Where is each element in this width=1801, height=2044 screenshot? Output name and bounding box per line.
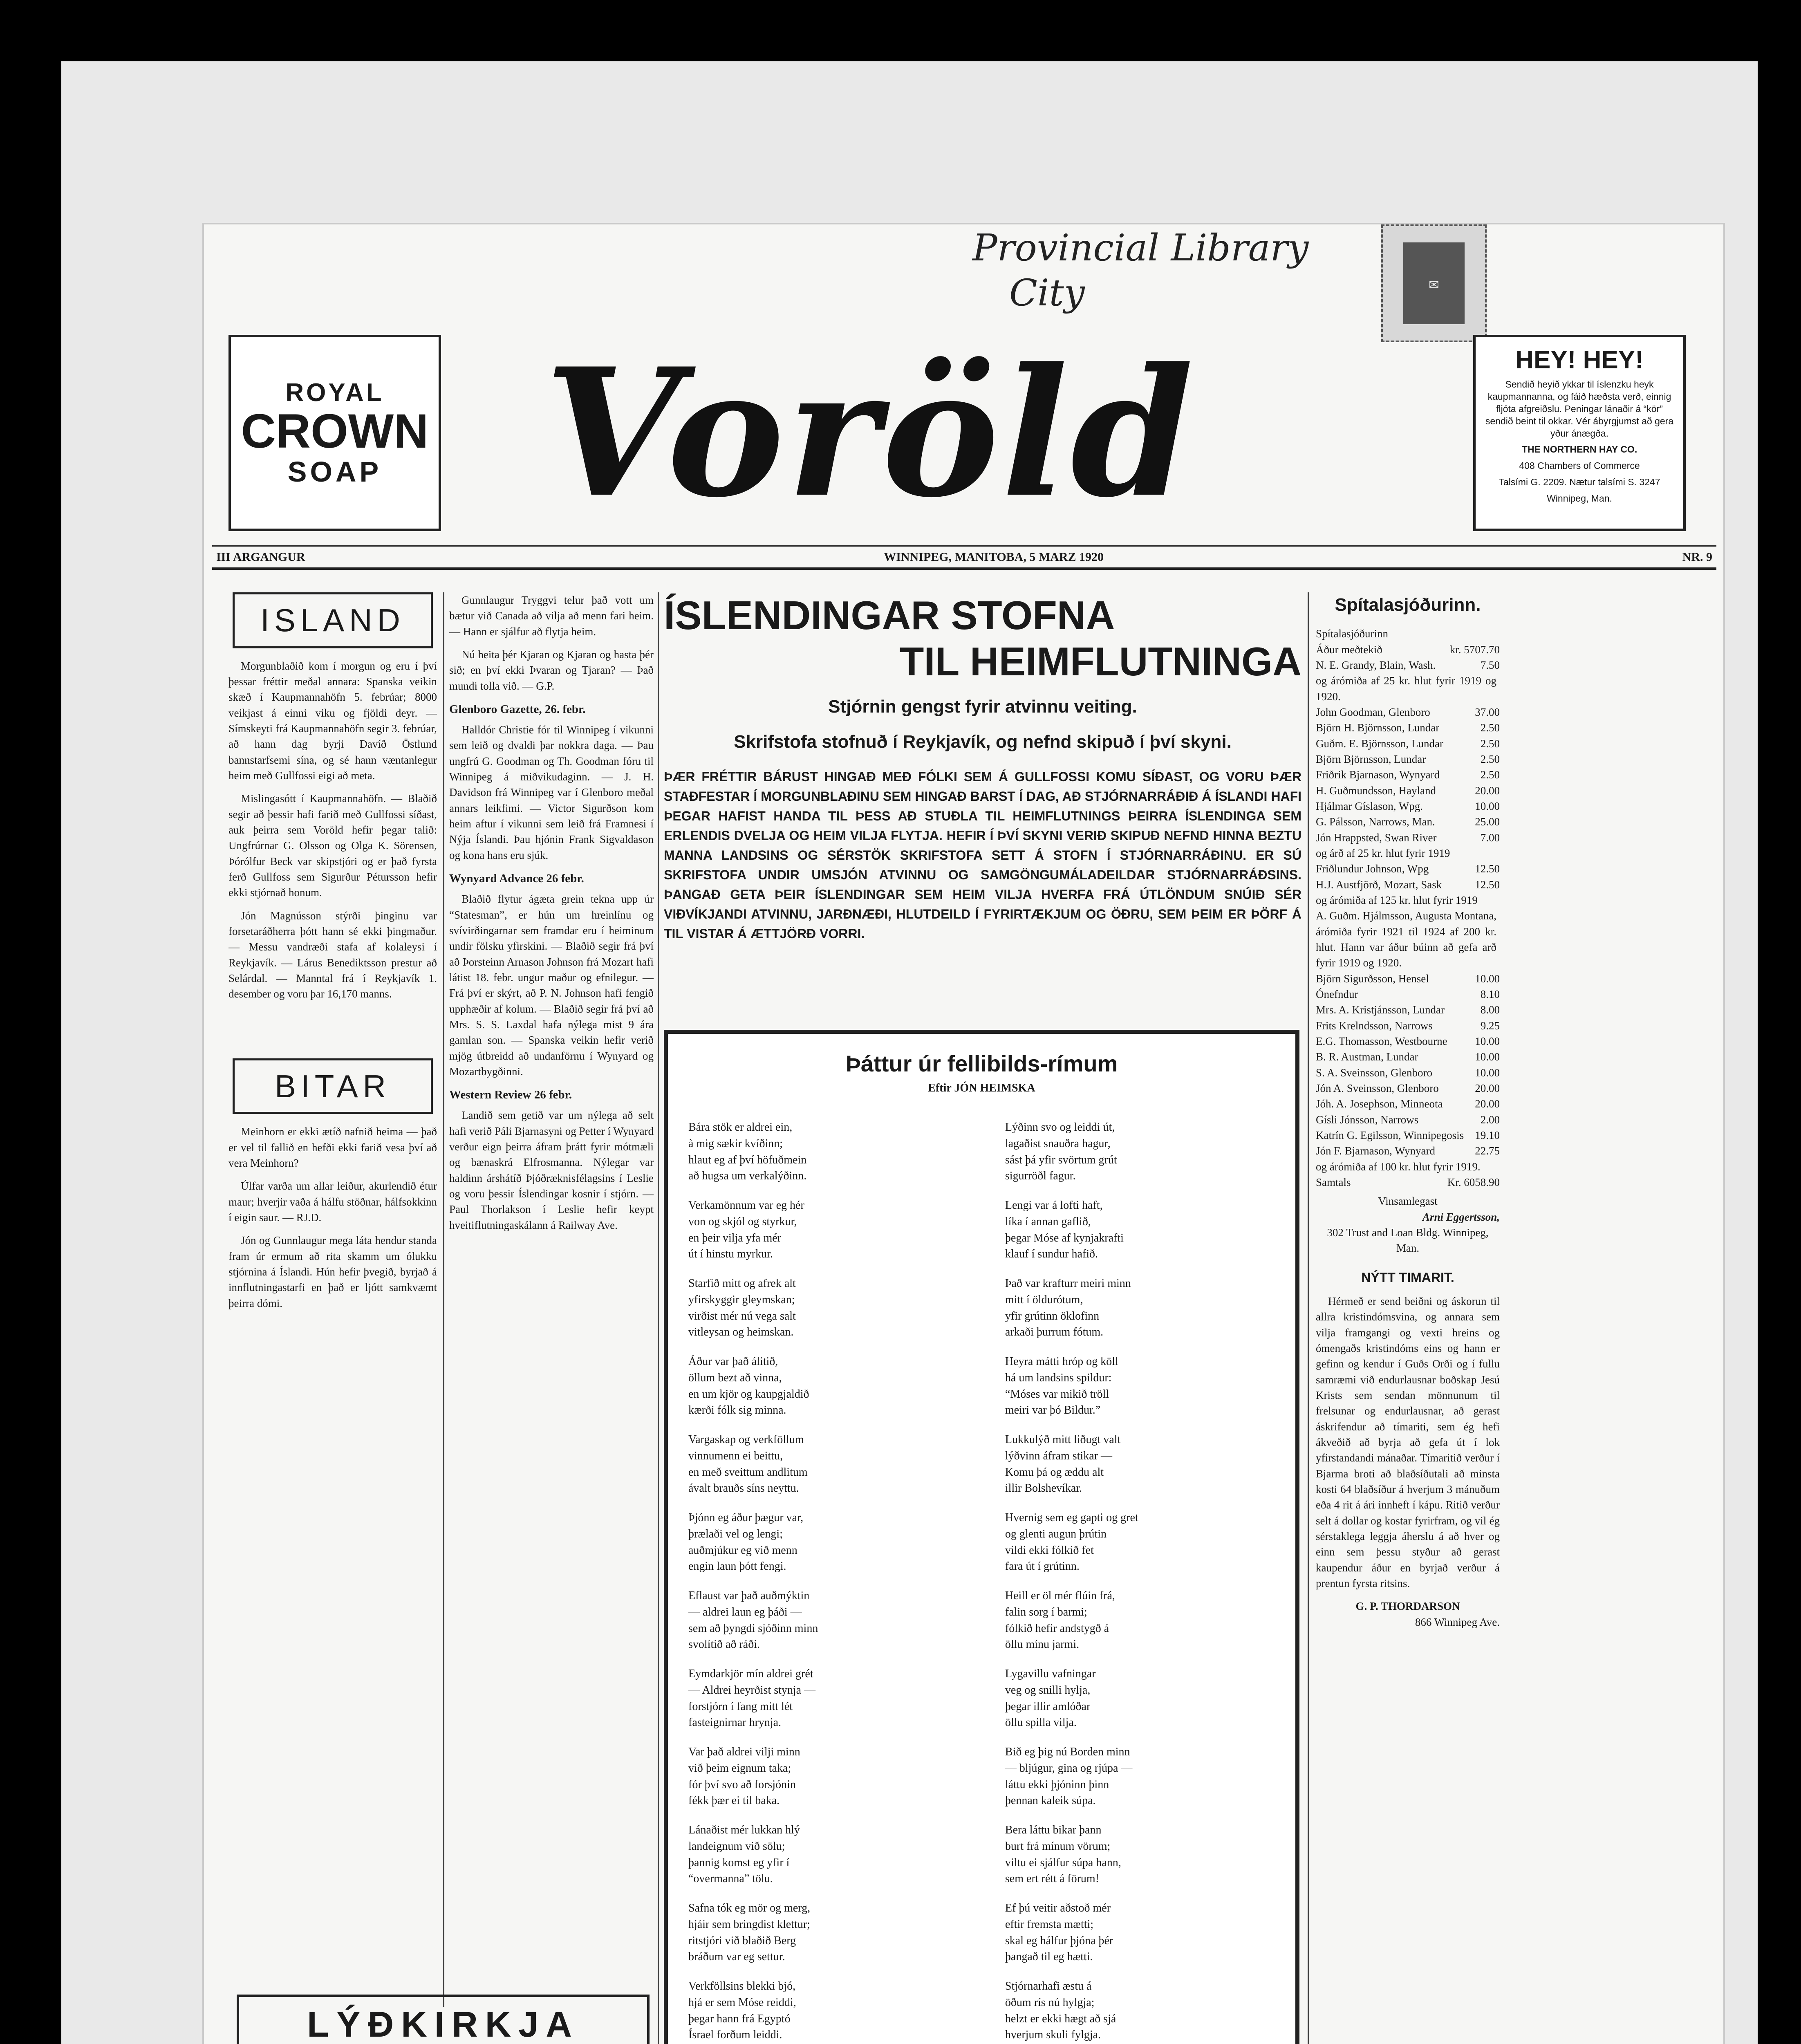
fund-amount: 22.75 bbox=[1475, 1145, 1500, 1157]
fund-amount: 2.50 bbox=[1480, 753, 1500, 766]
poem-box bbox=[664, 1030, 1299, 2044]
northern-hay-ad bbox=[1473, 335, 1686, 531]
column-rule bbox=[658, 592, 659, 2044]
fund-amount: 2.50 bbox=[1480, 722, 1500, 734]
fund-donor: E.G. Thomasson, Westbourne bbox=[1316, 1035, 1447, 1047]
fund-amount: 12.50 bbox=[1475, 878, 1500, 891]
fund-amount: 8.10 bbox=[1480, 988, 1500, 1001]
fund-amount: 37.00 bbox=[1475, 706, 1500, 719]
poem-stanza: Vargaskap og verkföllum vinnumenn ei beittu, en með sveittum andlitum ávalt brauðs síns neyttu. bbox=[688, 1433, 808, 1495]
island-paragraph: Jón Magnússon stýrði þinginu var forsetaráðherra þótt hann sé ekki þingmaður. — Messu vandræði stafa af kolaleysi í Reykjavík. — Lárus Benediktsson prestur að Selárdal. — Manntal frá í Reykjavík 1. desember og voru þar 16,170 manns. bbox=[228, 909, 437, 1000]
column-news bbox=[449, 592, 654, 2007]
new-periodical-heading: NÝTT TIMARIT. bbox=[1361, 1270, 1454, 1285]
fund-row bbox=[1316, 830, 1500, 845]
fund-row bbox=[1316, 908, 1500, 970]
column-rule bbox=[443, 592, 444, 2007]
fund-donor: og árómiða af 100 kr. hlut fyrir 1919. bbox=[1316, 1160, 1481, 1173]
fund-row bbox=[1316, 1002, 1500, 1018]
fund-donor: Guðm. E. Björnsson, Lundar bbox=[1316, 737, 1443, 750]
fund-amount: 2.50 bbox=[1480, 769, 1500, 781]
fund-amount: 10.00 bbox=[1475, 1051, 1500, 1063]
fund-row bbox=[1316, 767, 1500, 782]
fund-amount: 20.00 bbox=[1475, 1082, 1500, 1094]
poem-stanza: Eflaust var það auðmýktin — aldrei laun eg þáði — sem að þyngdi sjóðinn minn svolítið að ráði. bbox=[688, 1589, 818, 1651]
wynyard-text: Blaðið flytur ágæta grein tekna upp úr “Statesman”, er hún um hreinlínu og svívirðingarnar sem framdar eru í heiminum undir fölsku yfirskini. — Blaðið segir frá því að Þorsteinn Arnason Johnson frá Mozart hafi látist 18. febr. ungur maður og efnilegur. — Frá því er skýrt, að P. N. Johnson hafi fengið upphæðir af kolum. — Blaðið segir frá því að Mrs. S. S. Laxdal hafa nýlega mist 9 ára gamlan son. — Spanska veikin hefir verið mjög útbreidd að undanförnu í Wynyard og Mozartbygðinni. bbox=[449, 893, 654, 1078]
place-date: WINNIPEG, MANITOBA, 5 MARZ 1920 bbox=[884, 550, 1104, 564]
fund-donor: H.J. Austfjörð, Mozart, Sask bbox=[1316, 878, 1442, 891]
poem-stanza: Áður var það álitið, öllum bezt að vinna, en um kjör og kaupgjaldið kærði fólk sig minna. bbox=[688, 1355, 809, 1417]
fund-amount: kr. 5707.70 bbox=[1449, 643, 1500, 656]
fund-donor: S. A. Sveinsson, Glenboro bbox=[1316, 1066, 1433, 1079]
fund-amount: 10.00 bbox=[1475, 800, 1500, 813]
ad-city: Winnipeg, Man. bbox=[1547, 493, 1612, 504]
island-paragraph: Morgunblaðið kom í morgun og eru í því þessar fréttir meðal annara: Spanska veikin skæð í Kaupmannahöfn 5. febrúar; 8000 veikjast á einni viku og fjöldi deyr. — Símskeyti frá Kaupmannahöfn segir 3. febrúar, að hann dag byrji Davíð Östlund bannstarfsemi sína, og sé hann væntanlegur heim með Gullfossi eigi að meta. bbox=[228, 659, 437, 782]
main-story bbox=[664, 592, 1301, 944]
deck-line1: Stjórnin gengst fyrir atvinnu veiting. bbox=[828, 697, 1137, 717]
ad-phone: Talsími G. 2209. Nætur talsími S. 3247 bbox=[1499, 477, 1660, 488]
fund-donor: John Goodman, Glenboro bbox=[1316, 706, 1430, 719]
fund-row bbox=[1316, 1112, 1500, 1127]
fund-amount: Kr. 6058.90 bbox=[1447, 1176, 1500, 1188]
fund-row bbox=[1316, 1018, 1500, 1033]
newspaper-page bbox=[202, 223, 1725, 2044]
fund-row bbox=[1316, 1174, 1500, 1190]
fund-donor: Áður meðtekið bbox=[1316, 643, 1382, 656]
fund-list bbox=[1316, 626, 1500, 1190]
ad-line3: SOAP bbox=[287, 455, 382, 488]
poem-stanza: Ef þú veitir aðstoð mér eftir fremsta mætti; skal eg hálfur þjóna þér þangað til eg hætti. bbox=[1005, 1902, 1113, 1963]
fund-donor: Frits Krelndsson, Narrows bbox=[1316, 1019, 1433, 1032]
fund-row bbox=[1316, 1033, 1500, 1049]
handwritten-note-line2: City bbox=[1009, 271, 1085, 314]
ad-line2: CROWN bbox=[241, 404, 429, 458]
fund-amount: 19.10 bbox=[1475, 1129, 1500, 1141]
fund-amount: 20.00 bbox=[1475, 1098, 1500, 1110]
lydkirkja-notice bbox=[237, 1995, 650, 2044]
fund-row bbox=[1316, 1143, 1500, 1159]
fund-row bbox=[1316, 1096, 1500, 1112]
poem-stanza: Starfið mitt og afrek alt yfirskyggir gleymskan; virðist mér nú vega salt vitleysan og heimskan. bbox=[688, 1277, 796, 1339]
poem-stanza: Lygavillu vafningar veg og snilli hylja, þegar illir amlóðar öllu spilla vilja. bbox=[1005, 1667, 1096, 1729]
poem-stanza: Lýðinn svo og leiddi út, lagaðist snauðra hagur, sást þá yfir svörtum grút sigurröðl fagur. bbox=[1005, 1121, 1117, 1183]
fund-row bbox=[1316, 1065, 1500, 1080]
fund-amount: 25.00 bbox=[1475, 816, 1500, 828]
poem-stanza: Verkföllsins blekki bjó, hjá er sem Móse reiddi, þegar hann frá Egyptó Ísrael forðum leiddi. bbox=[688, 1980, 796, 2042]
ad-heading: HEY! HEY! bbox=[1515, 346, 1644, 374]
fund-row bbox=[1316, 1159, 1500, 1174]
fund-amount: 2.50 bbox=[1480, 737, 1500, 750]
poem-stanza: Eymdarkjör mín aldrei grét — Aldrei heyrðist stynja — forstjórn í fang mitt lét fasteignirnar hrynja. bbox=[688, 1667, 816, 1729]
poem-stanza: Heyra mátti hróp og köll há um landsins spildur: “Móses var mikið tröll meiri var þó Bildur.” bbox=[1005, 1355, 1118, 1417]
fund-row bbox=[1316, 720, 1500, 735]
bitar-heading: BITAR bbox=[233, 1058, 433, 1114]
fund-amount: 12.50 bbox=[1475, 863, 1500, 875]
handwritten-note-line1: Provincial Library bbox=[972, 226, 1309, 269]
fund-donor: Mrs. A. Kristjánsson, Lundar bbox=[1316, 1004, 1445, 1016]
fund-row bbox=[1316, 736, 1500, 751]
ad-line1: ROYAL bbox=[285, 378, 384, 407]
deck-line2: Skrifstofa stofnuð í Reykjavík, og nefnd skipuð í því skyni. bbox=[734, 732, 1232, 752]
fund-amount: 10.00 bbox=[1475, 1066, 1500, 1079]
fund-amount: 20.00 bbox=[1475, 784, 1500, 797]
fund-row bbox=[1316, 751, 1500, 767]
fund-title: Spítalasjóðurinn. bbox=[1335, 595, 1481, 615]
fund-donor: A. Guðm. Hjálmsson, Augusta Montana, árómiða fyrir 1921 til 1924 af 200 kr. hlut. Hann var áður búinn að gefa arð fyrir 1919 og 1920. bbox=[1316, 910, 1496, 969]
poem-stanza: Safna tók eg mör og merg, hjáir sem bringdist klettur; ritstjóri við blaðið Berg bráðum var eg settur. bbox=[688, 1902, 811, 1963]
lydkirkja-title: LÝÐKIRKJA bbox=[237, 1995, 650, 2044]
fund-donor: Gísli Jónsson, Narrows bbox=[1316, 1113, 1419, 1126]
poem-stanza: Lánaðist mér lukkan hlý landeignum við sölu; þannig komst eg yfir í “overmanna” tölu. bbox=[688, 1824, 800, 1885]
bitar-paragraph: Meinhorn er ekki ætíð nafnið heima — það er vel til fallið en hefði ekki farið vesa því að vera Meinhorn? bbox=[228, 1125, 437, 1170]
fund-donor: Katrín G. Egilsson, Winnipegosis bbox=[1316, 1129, 1464, 1141]
fund-donor: Jóh. A. Josephson, Minneota bbox=[1316, 1098, 1443, 1110]
western-review-subhead: Western Review 26 febr. bbox=[449, 1088, 572, 1102]
poem-stanza: Verkamönnum var eg hér von og skjól og styrkur, en þeir vilja yfa mér út í hinstu myrkur. bbox=[688, 1199, 804, 1261]
column-island bbox=[228, 592, 437, 2011]
col2-intro2: Nú heita þér Kjaran og Kjaran og hasta þér sið; en því ekki Þvaran og Tjaran? — Það mundi tolla við. — G.P. bbox=[449, 648, 654, 692]
postage-stamp-icon: ✉ bbox=[1381, 224, 1487, 342]
volume-label: III ARGANGUR bbox=[216, 550, 305, 564]
fund-row bbox=[1316, 986, 1500, 1002]
fund-row bbox=[1316, 814, 1500, 829]
fund-donor: Samtals bbox=[1316, 1176, 1351, 1188]
island-paragraph: Mislingasótt í Kaupmannahöfn. — Blaðið segir að þessir hafi farið með Gullfossi síðast, auk þeirra sem Voröld hefir þegar talið: Ungfrúrnar G. Olsson og Olga K. Sörensen, Þórólfur Beck var skipstjóri og er það fyrsta ferð Gullfoss sem Sigurður Pétursson hefir ekki stjórnað honum. bbox=[228, 792, 437, 899]
fund-row bbox=[1316, 845, 1500, 861]
bitar-paragraph: Jón og Gunnlaugur mega láta hendur standa fram úr ermum að rita skamm um ólukku stjórnina á Íslandi. Hún hefir þvegið, byrjað á innflutningastarfi en það er ljótt samkvæmt þeirra dómi. bbox=[228, 1234, 437, 1309]
lead-paragraph: ÞÆR FRÉTTIR BÁRUST HINGAÐ MEÐ FÓLKI SEM Á GULLFOSSI KOMU SÍÐAST, OG VORU ÞÆR STAÐFESTAR Í MORGUNBLAÐINU SEM HINGAÐ BARST Í DAG, AÐ STJÓRNARRÁÐIÐ Á ÍSLANDI HAFI ÞEGAR HAFIST HANDA TIL ÞESS AÐ STUÐLA TIL HEIMFLUTNINGS ÞEIRRA ÍSLENDINGA SEM ERLENDIS DVELJA OG HEIM VILJA FLYTJA. HEFIR Í ÞVÍ SKYNI VERIÐ SKIPUÐ NEFND HINNA BEZTU MANNA LANDSINS OG SÉRSTÖK SKRIFSTOFA SETT Á STOFN Í STJÓRNARRÁÐINU. ER SÚ SKRIFSTOFA UNDIR UMSJÓN ATVINNU OG SAMGÖNGUMÁLADEILDAR STJÓRNARRÁÐSINS. ÞANGAÐ GETA ÞEIR ÍSLENDINGAR SEM HEIM VILJA HVERFA FRÁ ÚTLÖNDUM SNÚIÐ SÉR VIÐVÍKJANDI ATVINNU, JARÐNÆÐI, HLUTDEILD Í FYRIRTÆKJUM OG ÖÐRU, SEM ÞEIM ER ÞÖRF Á TIL VISTAR Á ÆTTJÖRÐ VORRI. bbox=[664, 769, 1301, 941]
fund-amount: 2.00 bbox=[1480, 1113, 1500, 1126]
fund-amount: 10.00 bbox=[1475, 1035, 1500, 1047]
fund-donor: B. R. Austman, Lundar bbox=[1316, 1051, 1418, 1063]
fund-row bbox=[1316, 861, 1500, 876]
fund-donor: N. E. Grandy, Blain, Wash. bbox=[1316, 659, 1436, 672]
fund-row bbox=[1316, 673, 1500, 704]
fund-donor: Jón A. Sveinsson, Glenboro bbox=[1316, 1082, 1439, 1094]
fund-row bbox=[1316, 704, 1500, 720]
poem-left-column bbox=[688, 1119, 958, 2044]
ad-address: 408 Chambers of Commerce bbox=[1519, 460, 1640, 471]
poem-stanza: Bið eg þig nú Borden minn — bljúgur, gina og rjúpa — láttu ekki þjóninn þinn þennan kaleik súpa. bbox=[1005, 1746, 1133, 1807]
ad-company: THE NORTHERN HAY CO. bbox=[1521, 444, 1637, 455]
fund-row bbox=[1316, 1049, 1500, 1065]
fund-donor: Björn H. Björnsson, Lundar bbox=[1316, 722, 1440, 734]
column-rule bbox=[1308, 592, 1309, 2044]
column-fund bbox=[1316, 592, 1500, 2044]
royal-crown-soap-ad bbox=[228, 335, 441, 531]
poem-stanza: Bára stök er aldrei ein, à mig sækir kvíðinn; hlaut eg af því höfuðmein að hugsa um verkalýðinn. bbox=[688, 1121, 807, 1183]
fund-donor: Friðrik Bjarnason, Wynyard bbox=[1316, 769, 1440, 781]
fund-donor: Friðlundur Johnson, Wpg bbox=[1316, 863, 1429, 875]
glenboro-subhead: Glenboro Gazette, 26. febr. bbox=[449, 702, 586, 716]
poem-stanza: Lukkulýð mitt liðugt valt lýðvinn áfram stikar — Komu þá og æddu alt illir Bolshevíkar. bbox=[1005, 1433, 1121, 1495]
fund-donor: Jón F. Bjarnason, Wynyard bbox=[1316, 1145, 1435, 1157]
fund-donor: H. Guðmundsson, Hayland bbox=[1316, 784, 1436, 797]
fund-donor: Hjálmar Gíslason, Wpg. bbox=[1316, 800, 1423, 813]
fund-amount: 8.00 bbox=[1480, 1004, 1500, 1016]
fund-donor: og árómiða af 125 kr. hlut fyrir 1919 bbox=[1316, 894, 1478, 907]
fund-row bbox=[1316, 783, 1500, 798]
fund-row bbox=[1316, 642, 1500, 657]
poem-stanza: Var það aldrei vilji minn við þeim eignum taka; fór því svo að forsjónin fékk þær ei til baka. bbox=[688, 1746, 800, 1807]
fund-row bbox=[1316, 657, 1500, 673]
fund-amount: 7.50 bbox=[1480, 659, 1500, 672]
island-heading: ISLAND bbox=[233, 592, 433, 648]
fund-amount: 10.00 bbox=[1475, 972, 1500, 985]
new-periodical-address: 866 Winnipeg Ave. bbox=[1415, 1616, 1500, 1628]
fund-donor: Ónefndur bbox=[1316, 988, 1358, 1001]
issue-number: NR. 9 bbox=[1682, 550, 1712, 564]
fund-amount: 9.25 bbox=[1480, 1019, 1500, 1032]
poem-stanza: Bera láttu bikar þann burt frá mínum vörum; viltu ei sjálfur súpa hann, sem ert rétt á förum! bbox=[1005, 1824, 1121, 1885]
fund-donor: Jón Hrappsted, Swan River bbox=[1316, 831, 1437, 844]
new-periodical-text: Hérmeð er send beiðni og áskorun til allra kristindómsvina, og annara sem vilja framgangi og vexti hreins og ómengaðs kristindóms eins og hann er gefinn og kendur í Guðs Orði og í fullu samræmi við endurlausnar boðskap Jesú Krists sem sendan mönnunum til frelsunar og endurlausnar, að gerast áskrifendur að tímariti, sem ég hefi ákveðið að byrja að gefa út í lok yfirstandandi mánaðar. Tímaritið verður í Bjarma broti að blaðsíðutali að minsta kosti 64 blaðsíður á hverjum 3 mánuðum eða 4 rit á ári innheft í kápu. Ritið verður selt á dollar og kostar fyrirfram, og vil ég sérstaklega leggja áherslu á að hver og einn sem þessu styður að gerast kaupendur áður en byrjað verður á prentun fyrsta ritsins. bbox=[1316, 1295, 1500, 1589]
fund-donor: og árð af 25 kr. hlut fyrir 1919 bbox=[1316, 847, 1450, 860]
fund-donor: Spítalasjóðurinn bbox=[1316, 628, 1388, 640]
poem-stanzas bbox=[688, 1119, 1275, 2044]
poem-stanza: Heill er öl mér flúin frá, falin sorg í barmi; fólkið hefir andstygð á öllu mínu jarmi. bbox=[1005, 1589, 1115, 1651]
fund-row bbox=[1316, 798, 1500, 814]
fund-amount: 7.00 bbox=[1480, 831, 1500, 844]
dateline-bar bbox=[212, 545, 1716, 570]
poem-stanza: Hvernig sem eg gapti og gret og glenti augun þrútin vildi ekki fólkið fet fara út í grútinn. bbox=[1005, 1511, 1138, 1573]
fund-row bbox=[1316, 971, 1500, 986]
wynyard-subhead: Wynyard Advance 26 febr. bbox=[449, 872, 584, 885]
fund-row bbox=[1316, 1080, 1500, 1096]
fund-row bbox=[1316, 892, 1500, 908]
glenboro-text: Halldór Christie fór til Winnipeg í vikunni sem leið og dvaldi þar nokkra daga. — Þau ungfrú G. Goodman og Th. Goodman fóru til Winnipeg á miðvikudaginn. — J. H. Davidson frá Winnipeg var í Glenboro meðal annars leikfimi. — Victor Sigurðson kom heim aftur í vikunni sem leið frá Framnesi í Nýja Íslandi. Þau hjónin Frank Sigvaldason og kona hans eru sjúk. bbox=[449, 724, 654, 861]
masthead-title: Voröld bbox=[544, 329, 1196, 536]
fund-donor: Björn Sigurðsson, Hensel bbox=[1316, 972, 1429, 985]
fund-row bbox=[1316, 1127, 1500, 1143]
poem-stanza: Það var krafturr meiri minn mitt í öldurótum, yfir grútinn öklofinn arkaði þurrum fótum. bbox=[1005, 1277, 1131, 1339]
bitar-paragraph: Úlfar varða um allar leiður, akurlendið étur maur; hverjir vaða á hálfu stöðnar, hálfsokkinn í eigin saur. — RJ.D. bbox=[228, 1180, 437, 1224]
headline-line2: TIL HEIMFLUTNINGA bbox=[899, 639, 1301, 684]
western-review-text: Landið sem getið var um nýlega að selt hafi verið Páli Bjarnasyni og Petter í Wynyard verður eign þeirra áfram þrátt fyrir mótmæli og bænaskrá Elfrosmanna. Nýlegar var haldinn árshátíð Þjóðræknisfélagsins í Leslie og voru þessir Íslendingar kosnir í stjórn. — Paul Thorlakson í Leslie hefir keypt hveitiflutningaskálann á Railway Ave. bbox=[449, 1109, 654, 1231]
fund-row bbox=[1316, 877, 1500, 892]
headline-line1: ÍSLENDINGAR STOFNA bbox=[664, 593, 1115, 638]
fund-signoff2: Arni Eggertsson, bbox=[1422, 1210, 1500, 1223]
fund-donor: Björn Björnsson, Lundar bbox=[1316, 753, 1426, 766]
poem-right-column bbox=[1005, 1119, 1275, 2044]
fund-row bbox=[1316, 626, 1500, 641]
fund-donor: G. Pálsson, Narrows, Man. bbox=[1316, 816, 1435, 828]
new-periodical-signoff: G. P. THORDARSON bbox=[1355, 1600, 1460, 1613]
fund-signoff1: Vinsamlegast bbox=[1378, 1195, 1438, 1208]
fund-donor: og árómiða af 25 kr. hlut fyrir 1919 og 1920. bbox=[1316, 675, 1496, 703]
poem-stanza: Þjónn eg áður þægur var, þrælaði vel og lengi; auðmjúkur eg við menn engin laun þótt fengi. bbox=[688, 1511, 804, 1573]
poem-stanza: Stjórnarhafi æstu á öðum rís nú hylgja; helzt er ekki hægt að sjá hverjum skuli fylgja. bbox=[1005, 1980, 1116, 2042]
ad-text: Sendið heyið ykkar til íslenzku heyk kaupmannanna, og fáið hæðsta verð, einnig fljóta afgreiðslu. Peningar lánaðir á “kör” sendið beint til okkar. Vér ábyrgjumst að gera yður ánægða. bbox=[1485, 379, 1674, 439]
poem-author: Eftir JÓN HEIMSKA bbox=[928, 1082, 1035, 1094]
col2-intro: Gunnlaugur Tryggvi telur það vott um bætur við Canada að vilja að menn fari heim. — Hann er sjálfur að flytja heim. bbox=[449, 594, 654, 638]
poem-stanza: Lengi var á lofti haft, líka í annan gaflið, þegar Móse af kynjakrafti klauf í sundur hafið. bbox=[1005, 1199, 1124, 1261]
fund-signoff3: 302 Trust and Loan Bldg. Winnipeg, Man. bbox=[1327, 1226, 1489, 1255]
poem-title: Þáttur úr fellibilds-rímum bbox=[845, 1051, 1118, 1076]
